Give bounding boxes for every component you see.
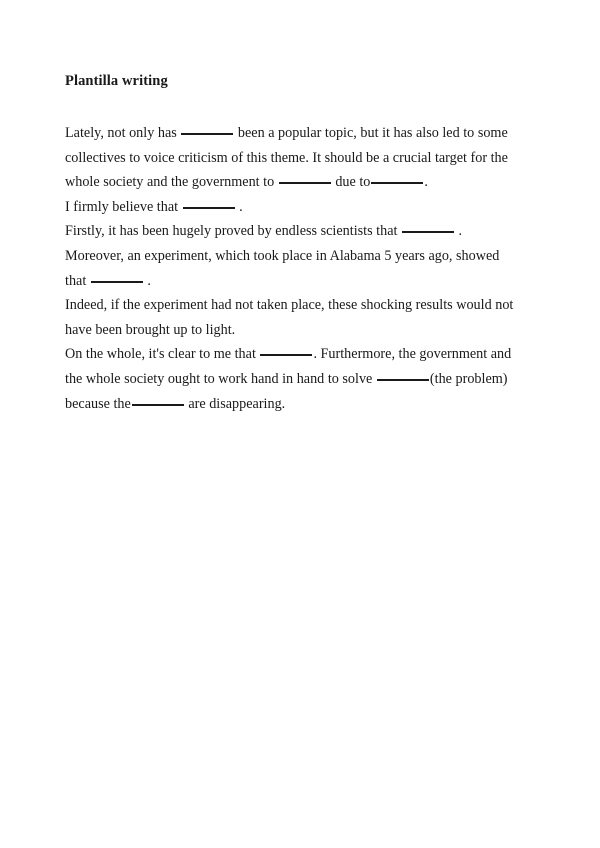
text-segment: due to	[331, 174, 371, 191]
text-segment: whole society and the government to	[65, 174, 278, 191]
fill-in-blank	[181, 133, 233, 135]
text-segment: .	[143, 272, 151, 289]
text-line	[65, 195, 565, 220]
text-segment: that	[65, 272, 90, 289]
text-segment: have been brought up to light.	[65, 321, 236, 338]
fill-in-blank	[260, 354, 312, 356]
text-segment: been a popular topic, but it has also led to some	[234, 125, 508, 141]
text-line	[65, 269, 565, 294]
text-segment: On the whole, it's clear to me that	[65, 346, 260, 363]
fill-in-blank	[132, 404, 184, 406]
text-segment: .	[235, 198, 243, 215]
document-title: Plantilla writing	[65, 73, 168, 89]
fill-in-blank	[279, 182, 331, 184]
text-segment: are disappearing.	[184, 395, 286, 412]
fill-in-blank	[371, 182, 423, 184]
text-line	[65, 170, 565, 195]
text-line	[65, 342, 565, 367]
text-segment: .	[454, 223, 463, 240]
fill-in-blank	[377, 379, 429, 381]
document-body	[65, 121, 565, 416]
text-line	[65, 244, 565, 269]
text-line	[65, 219, 565, 244]
text-segment: (the problem)	[429, 370, 508, 387]
text-line	[65, 293, 565, 318]
text-line	[65, 146, 565, 171]
text-segment: the whole society ought to work hand in hand to solve	[65, 370, 376, 387]
text-segment: . Furthermore, the government and	[313, 346, 512, 363]
text-line	[65, 367, 565, 392]
text-segment: .	[424, 174, 428, 191]
text-line	[65, 392, 565, 417]
text-segment: Indeed, if the experiment had not taken place, these shocking results would not	[65, 297, 514, 314]
fill-in-blank	[402, 231, 454, 233]
fill-in-blank	[91, 281, 143, 283]
fill-in-blank	[183, 207, 235, 209]
text-line	[65, 121, 565, 146]
text-segment: Moreover, an experiment, which took place in Alabama 5 years ago, showed	[65, 247, 500, 264]
text-segment: Firstly, it has been hugely proved by endless scientists that	[65, 223, 401, 240]
text-segment: Lately, not only has	[65, 125, 181, 141]
text-segment: I firmly believe that	[65, 198, 182, 215]
text-line	[65, 318, 565, 343]
text-segment: collectives to voice criticism of this theme. It should be a crucial target for the	[65, 149, 508, 166]
text-segment: because the	[65, 395, 131, 412]
